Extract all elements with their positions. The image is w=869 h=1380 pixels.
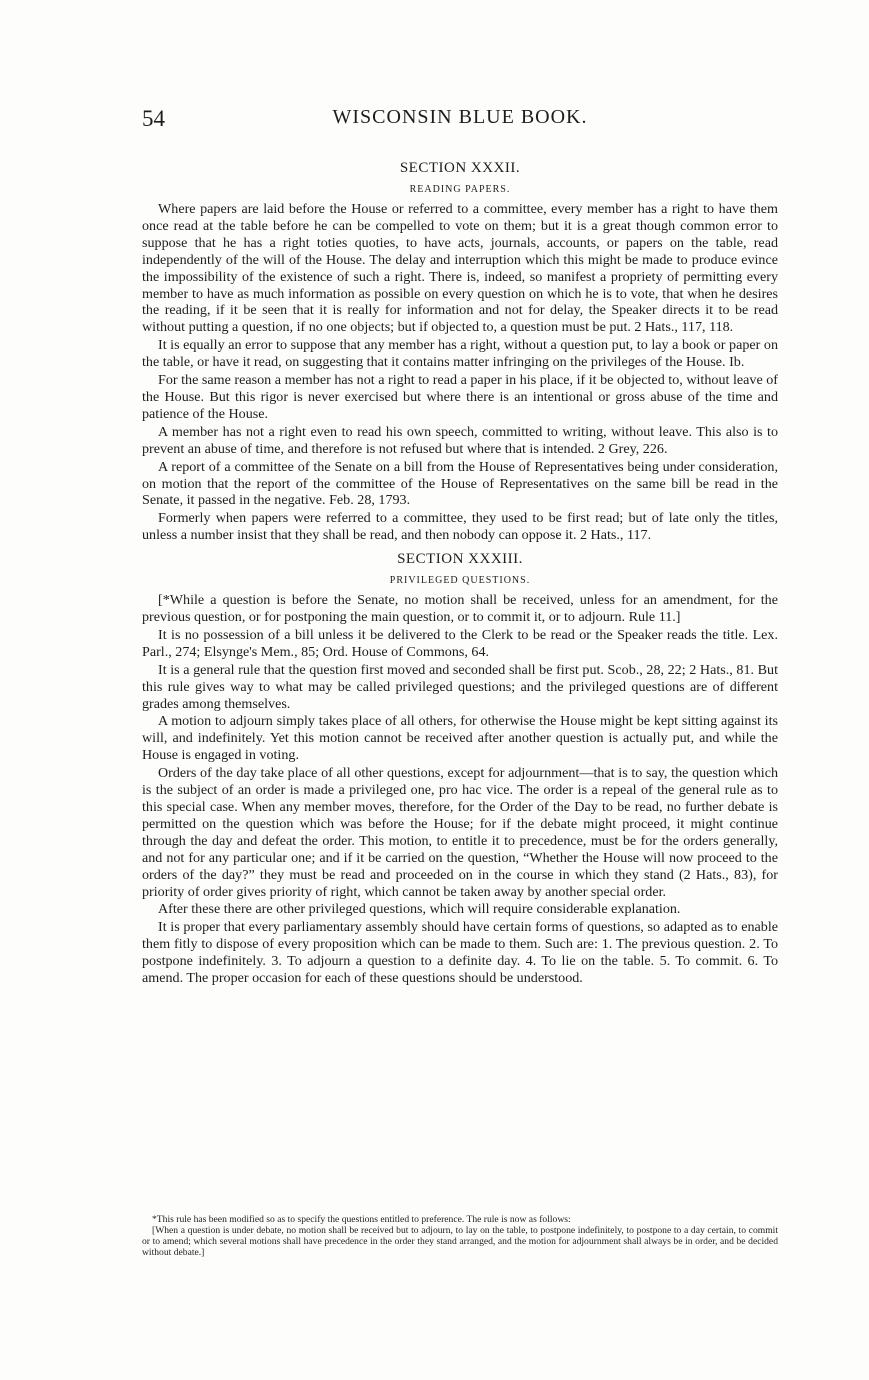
- page-body: [142, 160, 778, 988]
- paragraph: A report of a committee of the Senate on a bill from the House of Representatives being under consideration, on motion that the report of the committee of the House of Representatives on the same bill be read in the Senate, it passed in the negative. Feb. 28, 1793.: [142, 458, 778, 509]
- paragraph: Orders of the day take place of all other questions, except for adjournment—that is to say, the question which is the subject of an order is made a privileged one, pro hac vice. The order is a repeal of the general rule as to this special case. When any member moves, therefore, for the Order of the Day to be read, no further debate is permitted on the question which was before the House; for if the debate might proceed, it might continue through the day and defeat the order. This motion, to entitle it to precedence, must be for the orders generally, and not for any particular one; and if it be carried on the question, “Whether the House will now proceed to the orders of the day?” they must be read and proceeded on in the course in which they stand (2 Hats., 83), for priority of order gives priority of right, which cannot be taken away by another special order.: [142, 765, 778, 900]
- footnote-line: [When a question is under debate, no motion shall be received but to adjourn, to lay on the table, to postpone indefinitely, to postpone to a day certain, to commit or to amend; which several motions shall have precedence in the order they stand arranged, and the motion for adjournment shall always be in order, and be decided without debate.]: [142, 1225, 778, 1258]
- section-xxxii: [142, 160, 778, 544]
- running-head: WISCONSIN BLUE BOOK.: [332, 106, 588, 128]
- paragraph: It is equally an error to suppose that any member has a right, without a question put, to lay a book or paper on the table, or have it read, on suggesting that it contains matter infringing on the privileges of the House. Ib.: [142, 337, 778, 371]
- footnote: [142, 1214, 778, 1258]
- paragraph: Where papers are laid before the House or referred to a committee, every member has a right to have them once read at the table before he can be compelled to vote on them; but it is a great though common error to suppose that he has a right toties quoties, to have acts, journals, accounts, or papers on the table, read independently of the will of the House. The delay and interruption which this might be made to produce evince the impossibility of the existence of such a right. There is, indeed, so manifest a propriety of permitting every member to have as much information as possible on every question on which he is to vote, that when he desires the reading, if it be seen that it is really for information and not for delay, the Speaker directs it to be read without putting a question, if no one objects; but if objected to, a question must be put. 2 Hats., 117, 118.: [142, 201, 778, 336]
- section-subtitle: READING PAPERS.: [409, 184, 511, 195]
- section-subtitle: PRIVILEGED QUESTIONS.: [389, 575, 531, 587]
- paragraph: It is no possession of a bill unless it be delivered to the Clerk to be read or the Speaker reads the title. Lex. Parl., 274; Elsynge's Mem., 85; Ord. House of Commons, 64.: [142, 626, 778, 660]
- paragraph: For the same reason a member has not a right to read a paper in his place, if it be objected to, without leave of the House. But this rigor is never exercised but where there is an intentional or gross abuse of the time and patience of the House.: [142, 372, 778, 422]
- section-title: SECTION XXXII.: [399, 160, 521, 176]
- footnote-line: *This rule has been modified so as to specify the questions entitled to preference. The rule is now as follows:: [152, 1214, 571, 1225]
- paragraph: It is a general rule that the question first moved and seconded shall be first put. Scob., 28, 22; 2 Hats., 81. But this rule gives way to what may be called privileged questions; and the privileged questions are of different grades among themselves.: [142, 661, 778, 712]
- page-header: [142, 106, 778, 134]
- paragraph: A motion to adjourn simply takes place of all others, for otherwise the House might be kept sitting against its will, and indefinitely. Yet this motion cannot be received after another question is actually put, and while the House is engaged in voting.: [142, 713, 778, 764]
- paragraph: Formerly when papers were referred to a committee, they used to be first read; but of late only the titles, unless a number insist that they shall be read, and then nobody can oppose it. 2 Hats., 117.: [142, 510, 778, 544]
- section-title: SECTION XXXIII.: [397, 551, 523, 568]
- paragraph: A member has not a right even to read his own speech, committed to writing, without leave. This also is to prevent an abuse of time, and therefore is not refused but where that is intended. 2 Grey, 226.: [142, 423, 778, 457]
- section-xxxiii: [142, 551, 778, 987]
- paragraph: It is proper that every parliamentary assembly should have certain forms of questions, so adapted as to enable them fitly to dispose of every proposition which can be made to them. Such are: 1. The previous question. 2. To postpone indefinitely. 3. To adjourn a question to a definite day. 4. To lie on the table. 5. To commit. 6. To amend. The proper occasion for each of these questions should be understood.: [142, 919, 778, 987]
- paragraph: After these there are other privileged questions, which will require considerable explanation.: [158, 901, 681, 918]
- paragraph: [*While a question is before the Senate, no motion shall be received, unless for an amendment, for the previous question, or for postponing the main question, or to commit it, or to adjourn. Rule 11.]: [142, 592, 778, 626]
- page-number: 54: [142, 106, 165, 131]
